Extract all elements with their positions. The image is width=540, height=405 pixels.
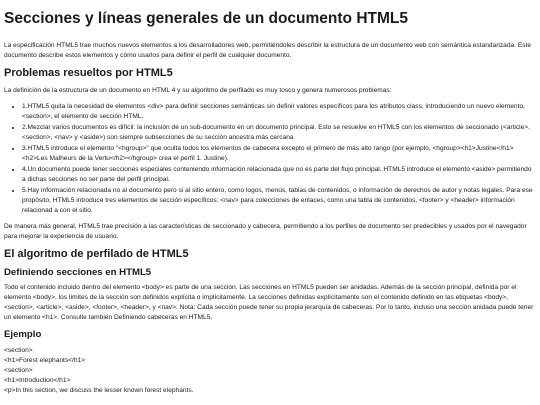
sections-paragraph: Todo el contenido incluido dentro del elemento <body> es parte de una sección. Las secciones en HTML5 pueden ser anidadas. Además de la sección principal, definida por el elemento <body>, los límites de la sección son definidos explícita o implícitamente. La secciones definidas explícitamente son el contenido definido en las etiquetas <body>, <section>, <article>, <aside>, <footer>, <header>, y <nav>. Nota: Cada sección puede tener su propia jerarquía de cabeceras. Por lo tanto, incluso una sección anidada puede tener un elemento <h1>. Consulte también Definiendo cabeceras en HTML5. (4, 284, 534, 322)
code-line: <p>In this section, we discuss the lesser known forest elephants. (4, 386, 194, 394)
sections-subheading: Definiendo secciones en HTML5 (4, 266, 152, 278)
code-line: <section> (4, 346, 33, 354)
problem-item-1: • 1.HTML5 quita la necesidad de elementos <div> para definir secciones semánticas sin definir valores específicos para los atributos class, introduciendo un nuevo elemento, <section>, el elemento de sección HTML. (22, 102, 536, 122)
page-title: Secciones y líneas generales de un documento HTML5 (4, 10, 408, 27)
code-line: <h1>Introduction</h1> (4, 376, 71, 384)
problem-item-5: • 5.Hay información relacionada no al documento pero si al sitio entero, como logos, menús, tablas de contenidos, o información de derechos de autor y notas legales. Para ese propósito, HTML5 introduce tres elementos de sección específicos: <nav> para colecciones de enlaces, como una tabla de contenidos, <footer> y <header> información relacionad a con el sitio. (22, 186, 536, 216)
problem-item-4: • 4.Un documento puede tener secciones especiales conteniendo información relacionada que no es parte del flujo principal. HTML5 introduce el elemento <aside> permitiendo a dichas secciones no ser parte del perfil principal. (22, 165, 536, 185)
problems-conclusion: De manera más general, HTML5 trae precisión a las características de seccionado y cabecera, permitiendo a los perfiles de documento ser predecibles y usados por el navegador para mejorar la experiencia de usuario. (4, 222, 527, 240)
example-heading: Ejemplo (4, 329, 42, 341)
code-line: <h1>Forest elephants</h1> (4, 356, 86, 364)
intro-paragraph: La especificación HTML5 trae muchos nuevos elementos a los desarrolladores web, permitiéndoles describir la estructura de un documento web con semántica estandarizada. Este documento describe estos elementos y cómo usarlos para definir el perfil de cualquier documento. (4, 41, 532, 59)
example-code (4, 346, 536, 396)
code-line: <section> (4, 366, 33, 374)
problems-heading: Problemas resueltos por HTML5 (4, 66, 173, 79)
problem-item-3: • 3.HTML5 introduce el elemento "<hgroup>" que oculta todos los elementos de cabecera excepto el primero de más alto rango (por ejemplo, <hgroup><h1>Justine</h1><h2>Les Malheurs de la Vertu</h2></hgroup> crea el perfil 1. Justine). (22, 144, 536, 164)
problems-list (4, 102, 536, 216)
problems-lead: La definición de la estructura de un documento en HTML 4 y su algoritmo de perfilado es muy tosco y genera numerosos problemas: (4, 86, 392, 94)
algorithm-heading: El algoritmo de perfilado de HTML5 (4, 247, 189, 260)
problem-item-2: • 2.Mezclar varios documentos es difícil: la inclusión de un sub-documento en un documento principal. Esto se resuelve en HTML5 con los elementos de seccionado (<article>, <section>, <nav> y <aside>) son siempre subsecciones de su sección ancestra más cercana (22, 123, 536, 143)
